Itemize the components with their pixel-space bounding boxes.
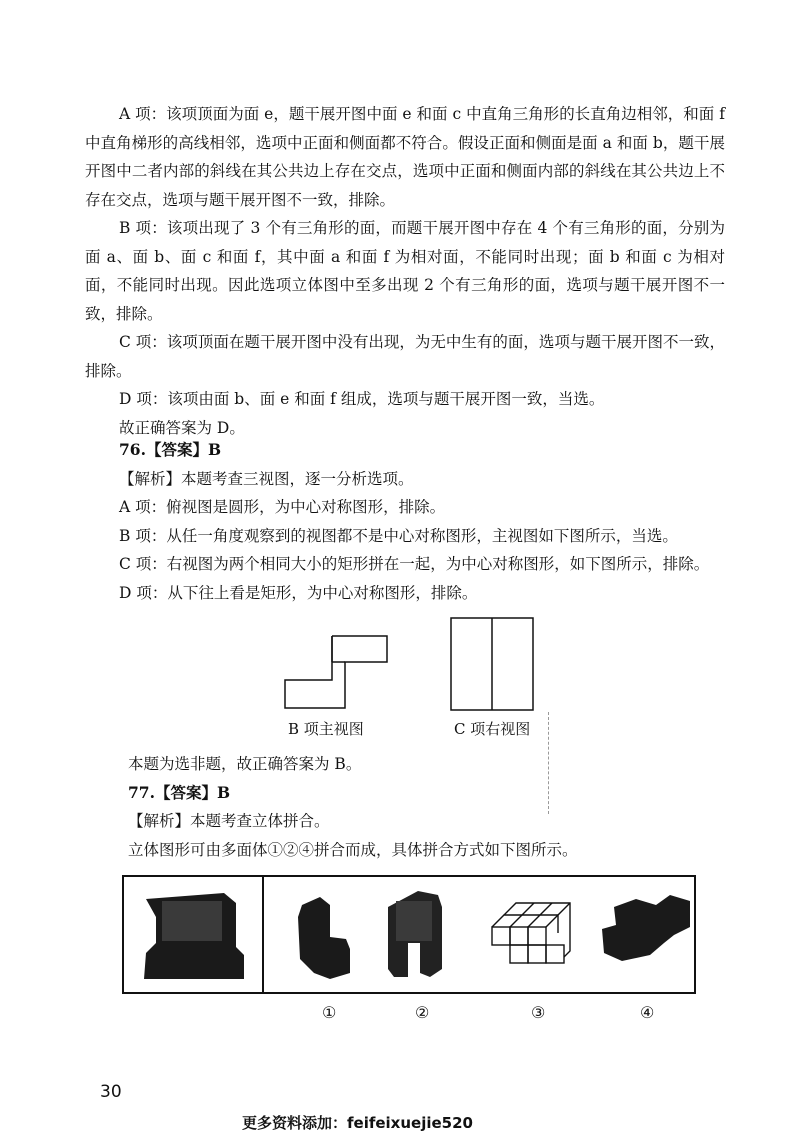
option-d-paragraph: D 项：该项由面 b、面 e 和面 f 组成，选项与题干展开图一致，当选。: [119, 390, 605, 408]
polyhedron-2: [388, 891, 442, 977]
q76-option-d: D 项：从下往上看是矩形，为中心对称图形，排除。: [119, 583, 478, 602]
b-front-view-shape: [285, 636, 387, 708]
q76-option-c: C 项：右视图为两个相同大小的矩形拼在一起，为中心对称图形，如下图所示，排除。: [119, 555, 710, 573]
assembly-figure-box: [122, 875, 696, 994]
q76-option-a: A 项：俯视图是圆形，为中心对称图形，排除。: [119, 498, 446, 516]
q76-answer: 76.【答案】B: [119, 440, 222, 459]
caption-b-front-view: B 项主视图: [288, 720, 364, 738]
q77-answer: 77.【答案】B: [128, 782, 231, 802]
polyhedron-1: [298, 897, 350, 979]
polyhedron-3: [492, 903, 570, 963]
q77-description: 立体图形可由多面体①②④拼合而成，具体拼合方式如下图所示。: [128, 840, 578, 859]
polyhedra-drawing: [124, 877, 694, 992]
option-b-paragraph: B 项：该项出现了 3 个有三角形的面，而题干展开图中存在 4 个有三角形的面，分别为面 a、面 b、面 c 和面 f，其中面 a 和面 f 为相对面，不能同时出现；面 b 和面 c 为相对面，不能同时出现。因此选项立体图中至多出现 2 个有三角形的面，选项与题干展开图不一致，排除。: [85, 219, 725, 323]
label-1: ①: [322, 1003, 337, 1022]
q77-analysis: 【解析】本题考查立体拼合。: [128, 812, 330, 830]
solution-q77: [128, 750, 728, 864]
three-view-figures: [280, 612, 560, 712]
option-c-paragraph: C 项：该项顶面在题干展开图中没有出现，为无中生有的面，选项与题干展开图不一致，排除。: [85, 333, 725, 380]
q76-analysis: 【解析】本题考查三视图，逐一分析选项。: [119, 469, 414, 488]
label-3: ③: [531, 1003, 546, 1022]
footer-contact: 更多资料添加：feifeixuejie520: [242, 1114, 473, 1132]
solution-q75-continued: [85, 100, 725, 442]
label-4: ④: [640, 1003, 655, 1022]
q76-option-b: B 项：从任一角度观察到的视图都不是中心对称图形，主视图如下图所示，当选。: [119, 526, 678, 545]
q76-conclusion: 本题为选非题，故正确答案为 B。: [128, 755, 362, 773]
solution-q76: [119, 436, 739, 607]
label-2: ②: [415, 1003, 430, 1022]
option-a-paragraph: A 项：该项顶面为面 e，题干展开图中面 e 和面 c 中直角三角形的长直角边相邻，和面 f 中直角梯形的高线相邻，选项中正面和侧面都不符合。假设正面和侧面是面 a 和面 b，题干展开图中二者内部的斜线在其公共边上存在交点，选项中正面和侧面内部的斜线在其公共边上不存在交点，选项与题干展开图不一致，排除。: [85, 105, 725, 209]
page-number: 30: [100, 1082, 122, 1102]
combined-solid: [144, 893, 244, 979]
polyhedron-4: [602, 895, 690, 961]
caption-c-side-view: C 项右视图: [454, 720, 531, 738]
q75-answer-line: 故正确答案为 D。: [119, 418, 245, 437]
